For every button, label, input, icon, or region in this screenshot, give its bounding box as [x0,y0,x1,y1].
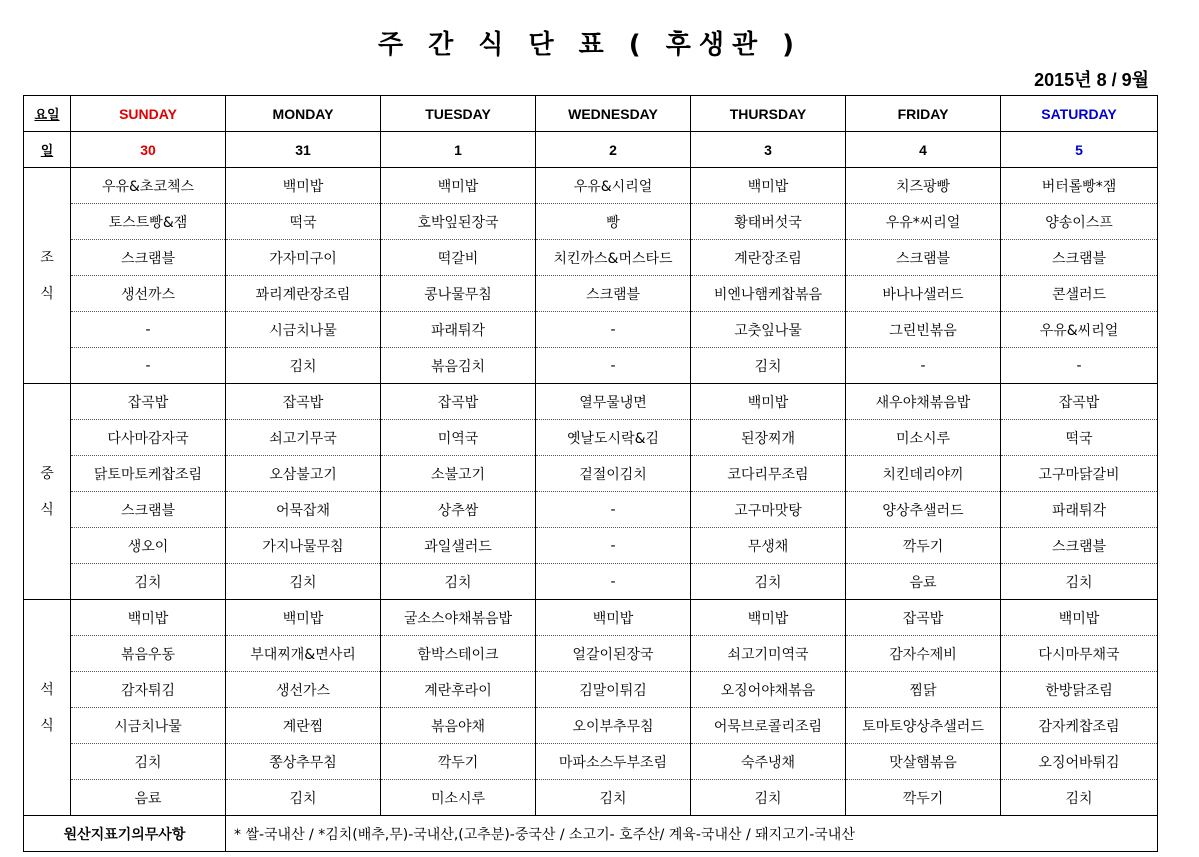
menu-item: 잡곡밥 [226,384,381,420]
menu-item: 시금치나물 [71,708,226,744]
lunch-row [24,384,1158,420]
menu-item: 가지나물무침 [226,528,381,564]
date-friday: 4 [846,132,1001,168]
menu-item: 고구마맛탕 [691,492,846,528]
menu-item: 깍두기 [846,780,1001,816]
menu-item: 마파소스두부조림 [536,744,691,780]
menu-item: 오삼불고기 [226,456,381,492]
menu-item: 떡국 [1001,420,1158,456]
menu-item: 쫑상추무침 [226,744,381,780]
breakfast-row [24,168,1158,204]
menu-item: 김치 [691,564,846,600]
menu-item: - [536,528,691,564]
menu-item: 무생채 [691,528,846,564]
menu-item: 찜닭 [846,672,1001,708]
day-thursday: THURSDAY [691,96,846,132]
menu-item: - [71,348,226,384]
menu-item: 부대찌개&면사리 [226,636,381,672]
menu-item: 그린빈볶음 [846,312,1001,348]
menu-item: 스크램블 [536,276,691,312]
day-header-row [24,96,1158,132]
menu-item: 겉절이김치 [536,456,691,492]
breakfast-row [24,204,1158,240]
day-monday: MONDAY [226,96,381,132]
menu-item: 얼갈이된장국 [536,636,691,672]
menu-item: 김치 [1001,780,1158,816]
menu-item: 깍두기 [381,744,536,780]
menu-item: 스크램블 [846,240,1001,276]
date-sunday: 30 [71,132,226,168]
menu-item: 어묵잡채 [226,492,381,528]
menu-item: 김말이튀김 [536,672,691,708]
date-header-row [24,132,1158,168]
breakfast-row [24,276,1158,312]
lunch-label-line2: 식 [40,501,54,518]
menu-item: 백미밥 [226,168,381,204]
menu-item: 코다리무조림 [691,456,846,492]
day-friday: FRIDAY [846,96,1001,132]
dinner-row [24,600,1158,636]
menu-item: 열무물냉면 [536,384,691,420]
menu-item: 김치 [226,348,381,384]
menu-item: 숙주냉채 [691,744,846,780]
menu-item: 스크램블 [71,492,226,528]
menu-item: 잡곡밥 [1001,384,1158,420]
menu-item: 생오이 [71,528,226,564]
menu-item: 토스트빵&잼 [71,204,226,240]
menu-item: 빵 [536,204,691,240]
menu-item: 백미밥 [381,168,536,204]
menu-item: - [536,492,691,528]
menu-item: 볶음야채 [381,708,536,744]
date-monday: 31 [226,132,381,168]
menu-item: 호박잎된장국 [381,204,536,240]
dinner-row [24,708,1158,744]
menu-item: 생선까스 [71,276,226,312]
menu-item: 황태버섯국 [691,204,846,240]
menu-item: 생선가스 [226,672,381,708]
menu-item: 김치 [691,348,846,384]
menu-date: 2015년 8 / 9월 [1034,70,1149,90]
dinner-label-line1: 석 [40,681,54,698]
menu-item: 잡곡밥 [846,600,1001,636]
menu-item: 맛살햄볶음 [846,744,1001,780]
lunch-row [24,528,1158,564]
menu-item: 백미밥 [691,168,846,204]
date-wednesday: 2 [536,132,691,168]
menu-item: 시금치나물 [226,312,381,348]
menu-item: 김치 [1001,564,1158,600]
menu-item: 미소시루 [846,420,1001,456]
menu-item: 고구마닭갈비 [1001,456,1158,492]
menu-item: 백미밥 [1001,600,1158,636]
menu-item: 상추쌈 [381,492,536,528]
menu-item: 다사마감자국 [71,420,226,456]
menu-item: 김치 [226,564,381,600]
origin-notice-label: 원산지표기의무사항 [24,816,226,852]
lunch-label-line1: 중 [40,465,54,482]
date-tuesday: 1 [381,132,536,168]
menu-item: 감자케찹조림 [1001,708,1158,744]
origin-notice-row [24,816,1158,852]
menu-item: 볶음우동 [71,636,226,672]
menu-item: 김치 [536,780,691,816]
menu-item: 미역국 [381,420,536,456]
menu-item: 된장찌개 [691,420,846,456]
dinner-row [24,672,1158,708]
breakfast-row [24,240,1158,276]
menu-item: 계란찜 [226,708,381,744]
menu-item: 백미밥 [71,600,226,636]
menu-item: 김치 [691,780,846,816]
menu-item: 함박스테이크 [381,636,536,672]
date-saturday: 5 [1001,132,1158,168]
day-tuesday: TUESDAY [381,96,536,132]
breakfast-label-line2: 식 [40,285,54,302]
menu-item: 과일샐러드 [381,528,536,564]
lunch-row [24,564,1158,600]
weekly-menu-table [23,95,1158,852]
dinner-row [24,780,1158,816]
menu-item: 김치 [226,780,381,816]
menu-item: 음료 [71,780,226,816]
menu-item: 어묵브로콜리조림 [691,708,846,744]
menu-item: 오징어바튀김 [1001,744,1158,780]
menu-item: 잡곡밥 [381,384,536,420]
menu-item: 한방닭조림 [1001,672,1158,708]
menu-item: 쇠고기미역국 [691,636,846,672]
menu-item: 스크램블 [71,240,226,276]
menu-item: 비엔나햄케찹볶음 [691,276,846,312]
menu-item: 굴소스야채볶음밥 [381,600,536,636]
menu-item: 깍두기 [846,528,1001,564]
menu-item: 계란후라이 [381,672,536,708]
day-wednesday: WEDNESDAY [536,96,691,132]
menu-item: 파래튀각 [381,312,536,348]
menu-item: 바나나샐러드 [846,276,1001,312]
menu-item: 콘샐러드 [1001,276,1158,312]
menu-item: 미소시루 [381,780,536,816]
menu-item: 백미밥 [226,600,381,636]
menu-item: - [846,348,1001,384]
menu-item: 치킨데리야끼 [846,456,1001,492]
menu-item: - [536,348,691,384]
menu-item: - [536,564,691,600]
menu-item: 고춧잎나물 [691,312,846,348]
dinner-label-line2: 식 [40,717,54,734]
menu-item: 다시마무채국 [1001,636,1158,672]
menu-item: 우유*씨리얼 [846,204,1001,240]
menu-item: 김치 [381,564,536,600]
menu-item: 떡갈비 [381,240,536,276]
day-saturday: SATURDAY [1001,96,1158,132]
menu-item: 백미밥 [536,600,691,636]
lunch-label [24,384,71,600]
day-sunday: SUNDAY [71,96,226,132]
dinner-label [24,600,71,816]
menu-item: 백미밥 [691,600,846,636]
menu-item: 파래튀각 [1001,492,1158,528]
page-title: 주 간 식 단 표 ( 후생관 ) [377,30,803,60]
menu-item: 백미밥 [691,384,846,420]
menu-item: 우유&시리얼 [536,168,691,204]
menu-item: 옛날도시락&김 [536,420,691,456]
origin-notice-text: * 쌀-국내산 / *김치(배추,무)-국내산,(고추분)-중국산 / 소고기- 호주산/ 계육-국내산 / 돼지고기-국내산 [226,816,1158,852]
menu-item: 스크램블 [1001,240,1158,276]
menu-item: 쇠고기무국 [226,420,381,456]
menu-item: 감자튀김 [71,672,226,708]
lunch-row [24,492,1158,528]
lunch-row [24,456,1158,492]
dinner-row [24,744,1158,780]
menu-item: 양상추샐러드 [846,492,1001,528]
dinner-row [24,636,1158,672]
menu-item: 가자미구이 [226,240,381,276]
menu-item: 닭토마토케찹조림 [71,456,226,492]
date-label: 일 [24,132,71,168]
menu-item: 버터롤빵*잼 [1001,168,1158,204]
menu-item: 양송이스프 [1001,204,1158,240]
menu-item: 오이부추무침 [536,708,691,744]
menu-item: 오징어야채볶음 [691,672,846,708]
menu-item: 음료 [846,564,1001,600]
menu-item: 꽈리계란장조림 [226,276,381,312]
menu-item: 소불고기 [381,456,536,492]
menu-item: - [71,312,226,348]
menu-item: 김치 [71,564,226,600]
menu-item: 감자수제비 [846,636,1001,672]
menu-item: 토마토양상추샐러드 [846,708,1001,744]
date-thursday: 3 [691,132,846,168]
breakfast-row [24,312,1158,348]
menu-item: 새우야채볶음밥 [846,384,1001,420]
menu-item: 김치 [71,744,226,780]
day-label: 요일 [24,96,71,132]
menu-item: - [1001,348,1158,384]
lunch-row [24,420,1158,456]
menu-item: 볶음김치 [381,348,536,384]
menu-item: 우유&씨리얼 [1001,312,1158,348]
menu-item: 계란장조림 [691,240,846,276]
breakfast-row [24,348,1158,384]
menu-item: 콩나물무침 [381,276,536,312]
menu-item: 우유&초코첵스 [71,168,226,204]
menu-item: 떡국 [226,204,381,240]
breakfast-label [24,168,71,384]
menu-item: 스크램블 [1001,528,1158,564]
menu-item: 잡곡밥 [71,384,226,420]
menu-item: 치즈팡빵 [846,168,1001,204]
breakfast-label-line1: 조 [40,249,54,266]
menu-item: - [536,312,691,348]
menu-item: 치킨까스&머스타드 [536,240,691,276]
